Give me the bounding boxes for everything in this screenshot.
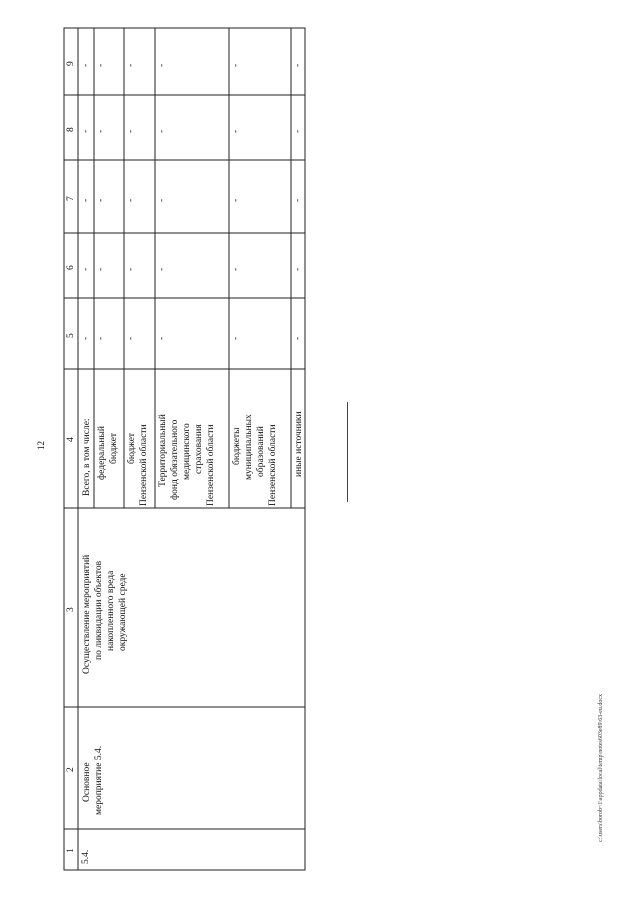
col-number-5: 5 <box>66 333 76 338</box>
row-description-line-2: по ликвидации объектов <box>94 560 104 660</box>
source-other: иные источники <box>294 411 304 477</box>
value-cell: - <box>96 198 106 202</box>
page-number: 12 <box>36 441 46 450</box>
value-cell: - <box>96 63 106 67</box>
source-total: Всего, в том числе: <box>82 418 92 496</box>
value-cell: - <box>157 198 167 202</box>
value-cell: - <box>81 267 91 271</box>
value-cell: - <box>96 129 106 133</box>
value-cell: - <box>231 267 241 271</box>
value-cell: - <box>126 336 136 340</box>
value-cell: - <box>231 198 241 202</box>
value-cell: - <box>293 63 303 67</box>
source-fund-line-2: фонд обязательного <box>170 419 180 500</box>
value-cell: - <box>126 267 136 271</box>
value-cell: - <box>126 129 136 133</box>
value-cell: - <box>126 198 136 202</box>
row-name-line-2: мероприятие 5.4. <box>94 745 104 815</box>
value-cell: - <box>96 336 106 340</box>
value-cell: - <box>81 336 91 340</box>
source-municipal-line-2: муниципальных <box>244 414 254 480</box>
value-cell: - <box>231 336 241 340</box>
source-regional-line-2: Пензенской области <box>139 424 149 506</box>
value-cell: - <box>81 129 91 133</box>
row-description-line-1: Осуществление мероприятий <box>82 554 92 674</box>
source-fund-line-5: Пензенской области <box>206 424 216 506</box>
source-municipal-line-3: образований <box>256 426 266 477</box>
value-cell: - <box>157 267 167 271</box>
col-number-2: 2 <box>66 767 76 772</box>
col-number-3: 3 <box>66 607 76 612</box>
source-federal-line-2: бюджет <box>109 432 119 464</box>
value-cell: - <box>293 198 303 202</box>
file-path-footer: c:\users\borob~1\appdata\local\temp\notes603e89\63-eu.docx <box>598 693 604 842</box>
source-regional-line-1: бюджет <box>127 432 137 464</box>
source-municipal-line-4: Пензенской области <box>268 424 278 506</box>
value-cell: - <box>81 63 91 67</box>
source-fund-line-1: Территориальный <box>158 414 168 487</box>
col-number-7: 7 <box>66 196 76 201</box>
col-number-1: 1 <box>66 848 76 853</box>
col-number-9: 9 <box>66 61 76 66</box>
row-name-line-1: Основное <box>82 762 92 802</box>
col-number-4: 4 <box>66 437 76 442</box>
col-number-8: 8 <box>66 127 76 132</box>
col-number-6: 6 <box>66 265 76 270</box>
row-description-line-4: окружающей среде <box>118 573 128 651</box>
value-cell: - <box>96 267 106 271</box>
row-number: 5.4. <box>81 849 91 864</box>
value-cell: - <box>157 336 167 340</box>
source-fund-line-3: медицинского <box>182 423 192 480</box>
value-cell: - <box>293 129 303 133</box>
source-municipal-line-1: бюджеты <box>232 427 242 465</box>
value-cell: - <box>293 267 303 271</box>
value-cell: - <box>81 198 91 202</box>
value-cell: - <box>231 129 241 133</box>
value-cell: - <box>231 63 241 67</box>
source-federal-line-1: федеральный <box>97 426 107 480</box>
value-cell: - <box>293 336 303 340</box>
source-fund-line-4: страхования <box>194 424 204 474</box>
value-cell: - <box>157 63 167 67</box>
row-description-line-3: накопленного вреда <box>106 570 116 651</box>
value-cell: - <box>126 63 136 67</box>
value-cell: - <box>157 129 167 133</box>
